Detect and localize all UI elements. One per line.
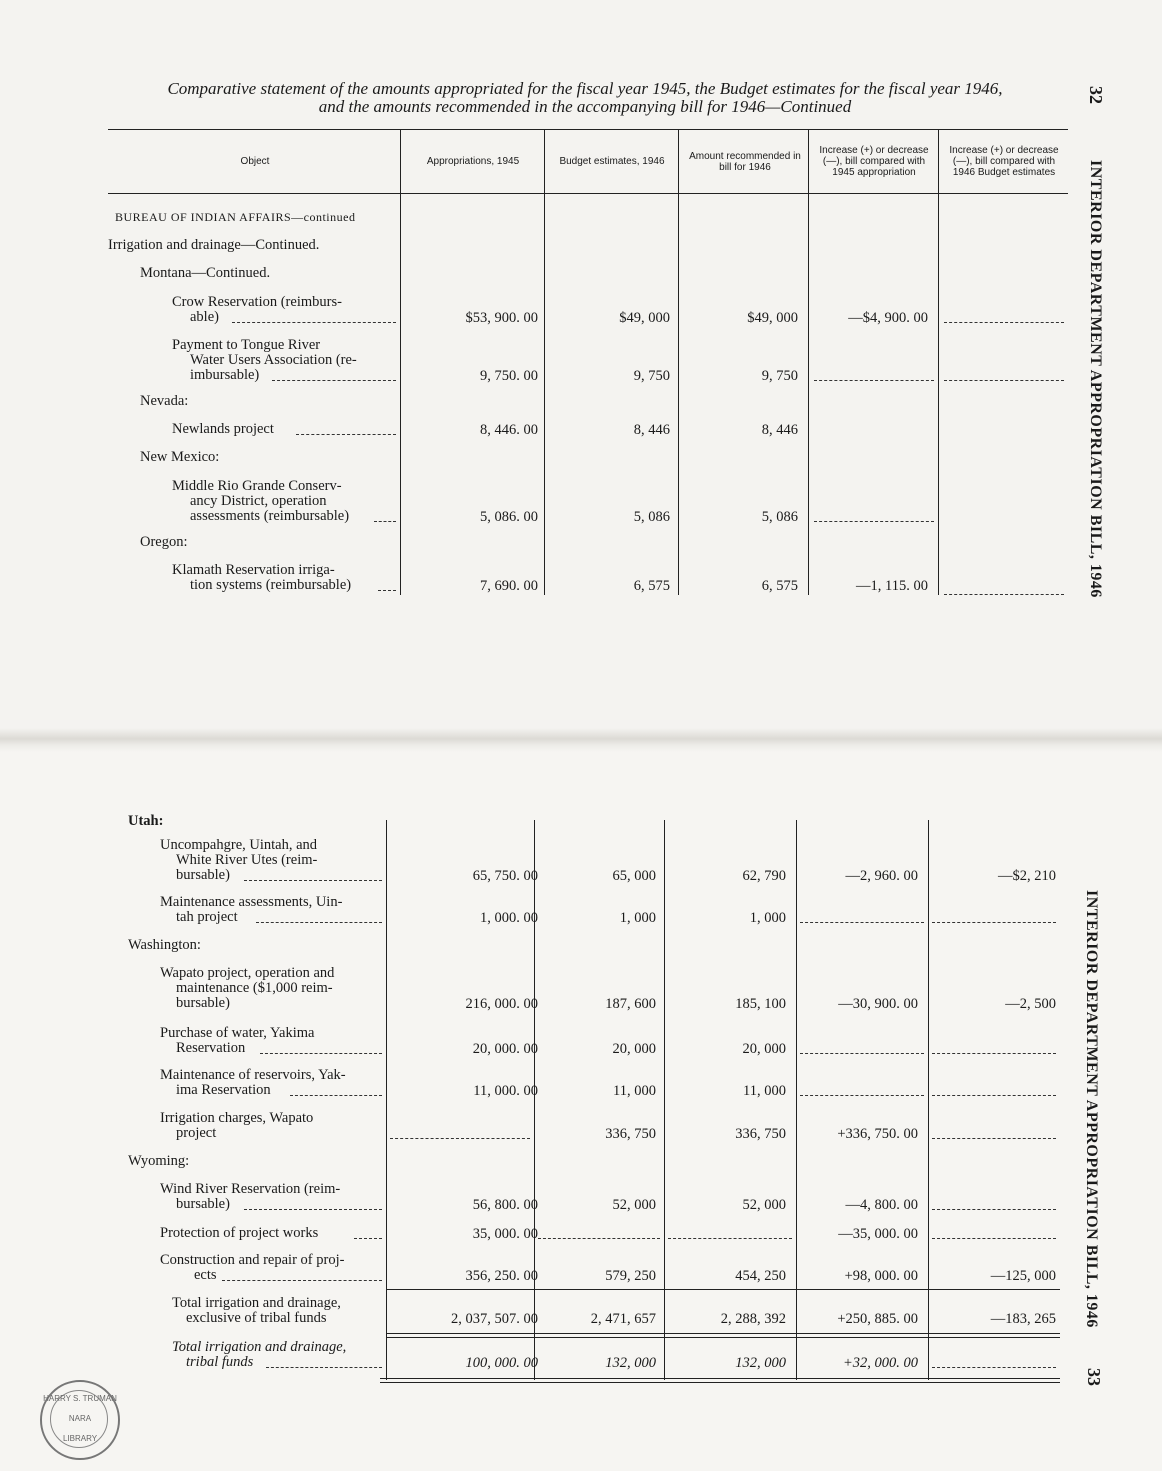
col-line <box>938 130 939 595</box>
cell: —2, 500 <box>1005 996 1056 1012</box>
cell: 216, 000. 00 <box>465 996 538 1012</box>
cell: —$4, 900. 00 <box>848 310 928 326</box>
cell: 356, 250. 00 <box>465 1268 538 1284</box>
cell: 52, 000 <box>612 1197 656 1213</box>
cell: —35, 000. 00 <box>838 1226 918 1242</box>
cell: $49, 000 <box>619 310 670 326</box>
cell: 5, 086 <box>761 509 798 525</box>
cell: 9, 750. 00 <box>480 368 538 384</box>
page-number-32: 32 <box>1086 86 1106 104</box>
cell: —1, 115. 00 <box>856 578 928 594</box>
row-reservoirs-label: ima Reservation <box>176 1082 271 1098</box>
cell: 5, 086. 00 <box>480 509 538 525</box>
cell: +32, 000. 00 <box>842 1355 918 1371</box>
row-tongue-label: imbursable) <box>190 367 260 383</box>
cell: 9, 750 <box>633 368 670 384</box>
col-line <box>678 130 679 595</box>
row-uncompahgre-label: Uncompahgre, Uintah, and <box>160 837 318 853</box>
cell: 132, 000 <box>735 1355 786 1371</box>
row-construction-label: ects <box>194 1267 217 1283</box>
row-water-label: Purchase of water, Yakima <box>160 1025 315 1041</box>
cell: +336, 750. 00 <box>837 1126 918 1142</box>
cell: 336, 750 <box>735 1126 786 1142</box>
row-rio-label: assessments (reimbursable) <box>190 508 350 524</box>
cell: 20, 000. 00 <box>472 1041 538 1057</box>
cell: +98, 000. 00 <box>844 1268 918 1284</box>
row-charges-label: Irrigation charges, Wapato <box>160 1110 314 1126</box>
cell: —183, 265 <box>990 1311 1056 1327</box>
col-header-recommended: Amount recommended in bill for 1946 <box>689 151 801 173</box>
cell: 454, 250 <box>735 1268 786 1284</box>
section-bureau: BUREAU OF INDIAN AFFAIRS—continued <box>115 210 356 224</box>
double-rule <box>380 1382 1060 1383</box>
cell: 62, 790 <box>742 868 786 884</box>
double-rule <box>380 1378 1060 1379</box>
row-newlands-label: Newlands project <box>172 421 274 437</box>
subsection-irrigation: Irrigation and drainage—Continued. <box>108 237 320 253</box>
row-rio-label: Middle Rio Grande Conserv- <box>172 478 342 494</box>
col-header-appropriations: Appropriations, 1945 <box>426 156 520 167</box>
state-new-mexico: New Mexico: <box>140 449 220 465</box>
double-rule <box>386 1333 1060 1334</box>
cell: 1, 000 <box>619 910 656 926</box>
cell: 100, 000. 00 <box>465 1355 538 1371</box>
cell: 56, 800. 00 <box>472 1197 538 1213</box>
cell: 7, 690. 00 <box>480 578 538 594</box>
running-head-top: INTERIOR DEPARTMENT APPROPRIATION BILL, 1946 <box>1087 160 1104 598</box>
cell: 11, 000 <box>613 1083 656 1099</box>
total-rule <box>386 1289 1060 1290</box>
cell: 1, 000 <box>749 910 786 926</box>
state-nevada: Nevada: <box>140 393 189 409</box>
cell: 579, 250 <box>605 1268 656 1284</box>
row-wapato-label: Wapato project, operation and <box>160 965 335 981</box>
cell: 187, 600 <box>605 996 656 1012</box>
double-rule <box>386 1337 1060 1338</box>
cell: 8, 446 <box>633 422 670 438</box>
cell: 336, 750 <box>605 1126 656 1142</box>
state-oregon: Oregon: <box>140 534 188 550</box>
row-crow-label: Crow Reservation (reimburs- <box>172 294 342 310</box>
col-line <box>400 130 401 595</box>
cell: $53, 900. 00 <box>465 310 538 326</box>
row-tribal-label: Total irrigation and drainage, <box>172 1339 347 1355</box>
cell: 6, 575 <box>761 578 798 594</box>
table-title-line-2: and the amounts recommended in the accompanying bill for 1946—Continued <box>318 97 852 116</box>
row-wapato-label: maintenance ($1,000 reim- <box>176 980 333 996</box>
row-maintenance-label: tah project <box>176 909 238 925</box>
row-wind-river-label: Wind River Reservation (reim- <box>160 1181 341 1197</box>
cell: 11, 000. 00 <box>473 1083 538 1099</box>
cell: 65, 750. 00 <box>472 868 538 884</box>
cell: 185, 100 <box>735 996 786 1012</box>
row-klamath-label: Klamath Reservation irriga- <box>172 562 335 578</box>
cell: 5, 086 <box>633 509 670 525</box>
row-wapato-label: bursable) <box>176 995 230 1011</box>
cell: —125, 000 <box>990 1268 1056 1284</box>
col-header-object: Object <box>240 156 270 167</box>
cell: 2, 037, 507. 00 <box>451 1311 538 1327</box>
cell: 132, 000 <box>605 1355 656 1371</box>
col-line <box>544 130 545 595</box>
cell: 2, 471, 657 <box>590 1311 656 1327</box>
state-montana: Montana—Continued. <box>140 265 271 281</box>
cell: 20, 000 <box>612 1041 656 1057</box>
cell: 65, 000 <box>612 868 656 884</box>
cell: —30, 900. 00 <box>838 996 918 1012</box>
row-maintenance-label: Maintenance assessments, Uin- <box>160 894 343 910</box>
cell: 35, 000. 00 <box>472 1226 538 1242</box>
row-rio-label: ancy District, operation <box>190 493 327 509</box>
cell: 9, 750 <box>761 368 798 384</box>
header-top-rule <box>108 129 1068 130</box>
col-line <box>386 820 387 1380</box>
cell: 20, 000 <box>742 1041 786 1057</box>
header-bottom-rule <box>108 193 1068 194</box>
col-header-increase-approp: Increase (+) or decrease (—), bill compared with 1945 appropriation <box>819 145 929 178</box>
row-tribal-label: tribal funds <box>186 1354 254 1370</box>
row-water-label: Reservation <box>176 1040 246 1056</box>
row-crow-label: able) <box>190 309 219 325</box>
state-washington: Washington: <box>128 937 201 953</box>
cell: —$2, 210 <box>998 868 1056 884</box>
cell: —2, 960. 00 <box>845 868 918 884</box>
row-total-label: Total irrigation and drainage, <box>172 1295 341 1311</box>
table-title-line-1: Comparative statement of the amounts appropriated for the fiscal year 1945, the Budget estimates for the fiscal year 1946, <box>167 79 1003 98</box>
cell: +250, 885. 00 <box>837 1311 918 1327</box>
col-header-budget: Budget estimates, 1946 <box>559 156 665 167</box>
cell: 8, 446 <box>761 422 798 438</box>
cell: $49, 000 <box>747 310 798 326</box>
row-protection-label: Protection of project works <box>160 1225 319 1241</box>
page-number-33: 33 <box>1084 1368 1104 1386</box>
cell: —4, 800. 00 <box>845 1197 918 1213</box>
row-uncompahgre-label: bursable) <box>176 867 230 883</box>
cell: 6, 575 <box>633 578 670 594</box>
state-utah: Utah: <box>128 813 164 829</box>
col-line <box>796 820 797 1380</box>
row-total-label: exclusive of tribal funds <box>186 1310 327 1326</box>
col-line <box>808 130 809 595</box>
row-reservoirs-label: Maintenance of reservoirs, Yak- <box>160 1067 346 1083</box>
row-charges-label: project <box>176 1125 217 1141</box>
cell: 1, 000. 00 <box>480 910 538 926</box>
row-uncompahgre-label: White River Utes (reim- <box>176 852 318 868</box>
cell: 2, 288, 392 <box>720 1311 786 1327</box>
running-head-bottom: INTERIOR DEPARTMENT APPROPRIATION BILL, 1946 <box>1083 890 1100 1328</box>
row-wind-river-label: bursable) <box>176 1196 230 1212</box>
cell: 11, 000 <box>743 1083 786 1099</box>
row-tongue-label: Payment to Tongue River <box>172 337 321 353</box>
col-line <box>928 820 929 1380</box>
row-construction-label: Construction and repair of proj- <box>160 1252 345 1268</box>
library-stamp: HARRY S. TRUMAN NARA LIBRARY <box>40 1380 120 1460</box>
cell: 8, 446. 00 <box>480 422 538 438</box>
page-fold <box>0 728 1162 752</box>
row-tongue-label: Water Users Association (re- <box>190 352 357 368</box>
col-line <box>534 820 535 1380</box>
col-header-increase-budget: Increase (+) or decrease (—), bill compared with 1946 Budget estimates <box>949 145 1059 178</box>
cell: 52, 000 <box>742 1197 786 1213</box>
state-wyoming: Wyoming: <box>128 1153 190 1169</box>
col-line <box>664 820 665 1380</box>
row-klamath-label: tion systems (reimbursable) <box>190 577 352 593</box>
